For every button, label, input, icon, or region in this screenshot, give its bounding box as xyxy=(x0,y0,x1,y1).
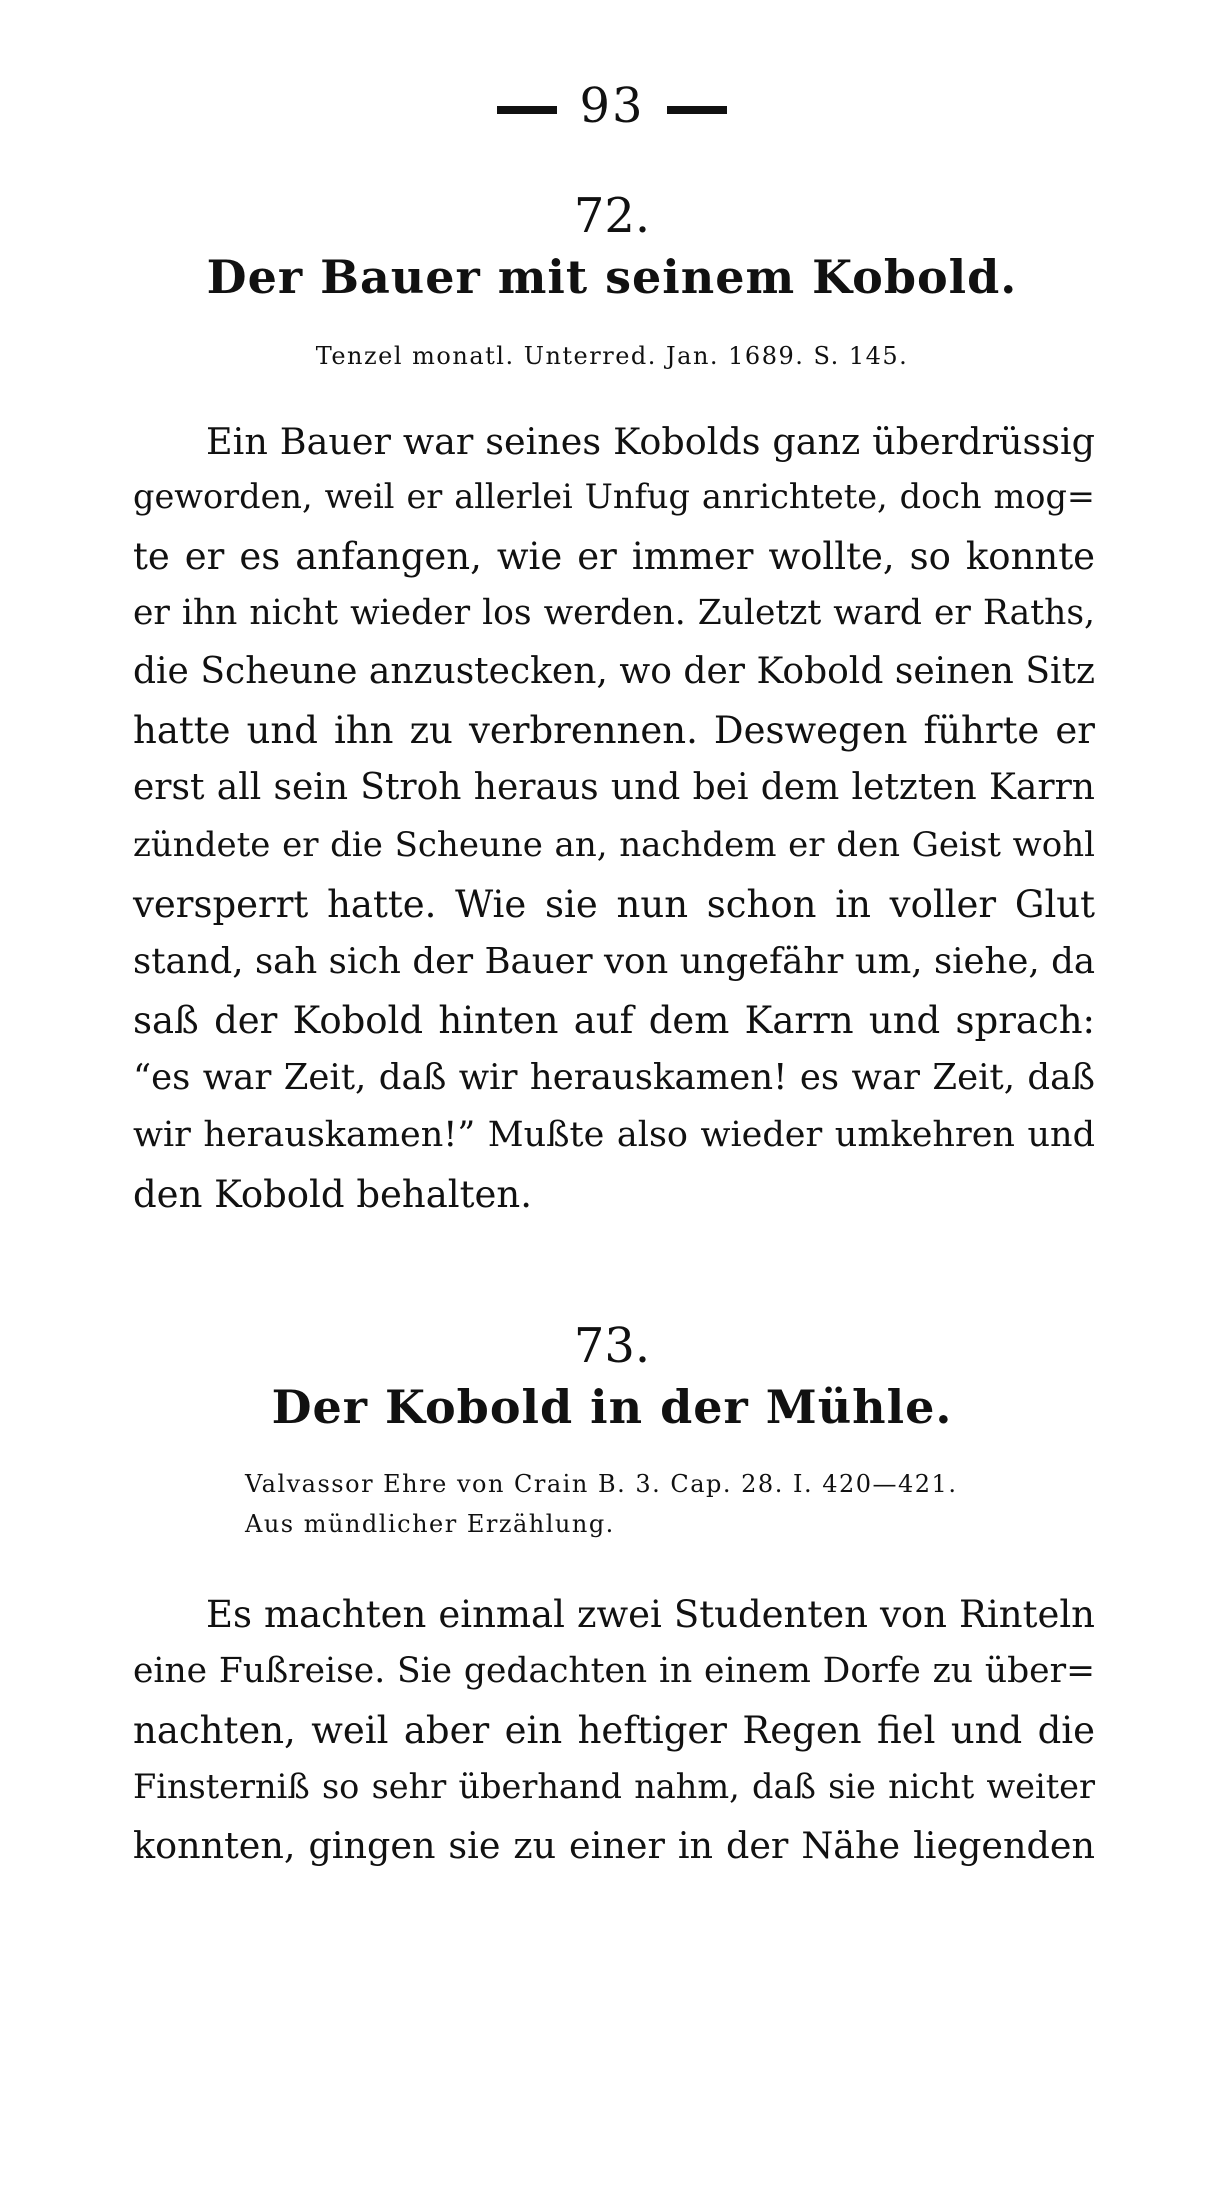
text-line: den Kobold behalten. xyxy=(133,1173,532,1216)
text-line: er ihn nicht wieder los werden. Zuletzt ward er Raths, xyxy=(133,593,1095,633)
text-line: wir herauskamen!” Mußte also wieder umkehren und xyxy=(133,1115,1095,1155)
text-line: geworden, weil er allerlei Unfug anrichtete, doch mog= xyxy=(133,477,1095,516)
text-line: saß der Kobold hinten auf dem Karrn und sprach: xyxy=(133,999,1095,1042)
page-header xyxy=(0,78,1224,134)
text-line: eine Fußreise. Sie gedachten in einem Dorfe zu über= xyxy=(133,1651,1095,1691)
text-line: Ein Bauer war seines Kobolds ganz überdrüssig xyxy=(206,420,1095,463)
text-line: zündete er die Scheune an, nachdem er den Geist wohl xyxy=(133,825,1095,865)
tale-source: Aus mündlicher Erzählung. xyxy=(245,1510,615,1538)
tale-number: 73. xyxy=(573,1318,651,1374)
page-number: 93 xyxy=(579,78,645,134)
text-line: Finsterniß so sehr überhand nahm, daß sie nicht weiter xyxy=(133,1767,1095,1806)
tale-title: Der Bauer mit seinem Kobold. xyxy=(206,250,1018,304)
tale-source: Tenzel monatl. Unterred. Jan. 1689. S. 145. xyxy=(315,342,909,370)
text-line: te er es anfangen, wie er immer wollte, so konnte xyxy=(133,535,1095,578)
text-line: Es machten einmal zwei Studenten von Rinteln xyxy=(206,1593,1095,1636)
header-dash-right xyxy=(667,106,727,114)
header-dash-left xyxy=(497,106,557,114)
text-line: stand, sah sich der Bauer von ungefähr um, siehe, da xyxy=(133,941,1095,982)
tale-title: Der Kobold in der Mühle. xyxy=(271,1380,953,1434)
text-line: erst all sein Stroh heraus und bei dem letzten Karrn xyxy=(133,767,1095,808)
text-line: hatte und ihn zu verbrennen. Deswegen führte er xyxy=(133,709,1095,752)
text-line: “es war Zeit, daß wir herauskamen! es war Zeit, daß xyxy=(133,1057,1095,1098)
text-line: die Scheune anzustecken, wo der Kobold seinen Sitz xyxy=(133,651,1095,692)
text-line: versperrt hatte. Wie sie nun schon in voller Glut xyxy=(133,883,1095,926)
text-line: nachten, weil aber ein heftiger Regen fiel und die xyxy=(133,1709,1095,1752)
tale-number: 72. xyxy=(573,188,651,244)
text-line: konnten, gingen sie zu einer in der Nähe liegenden xyxy=(133,1824,1095,1867)
tale-source: Valvassor Ehre von Crain B. 3. Cap. 28. I. 420—421. xyxy=(245,1470,958,1498)
